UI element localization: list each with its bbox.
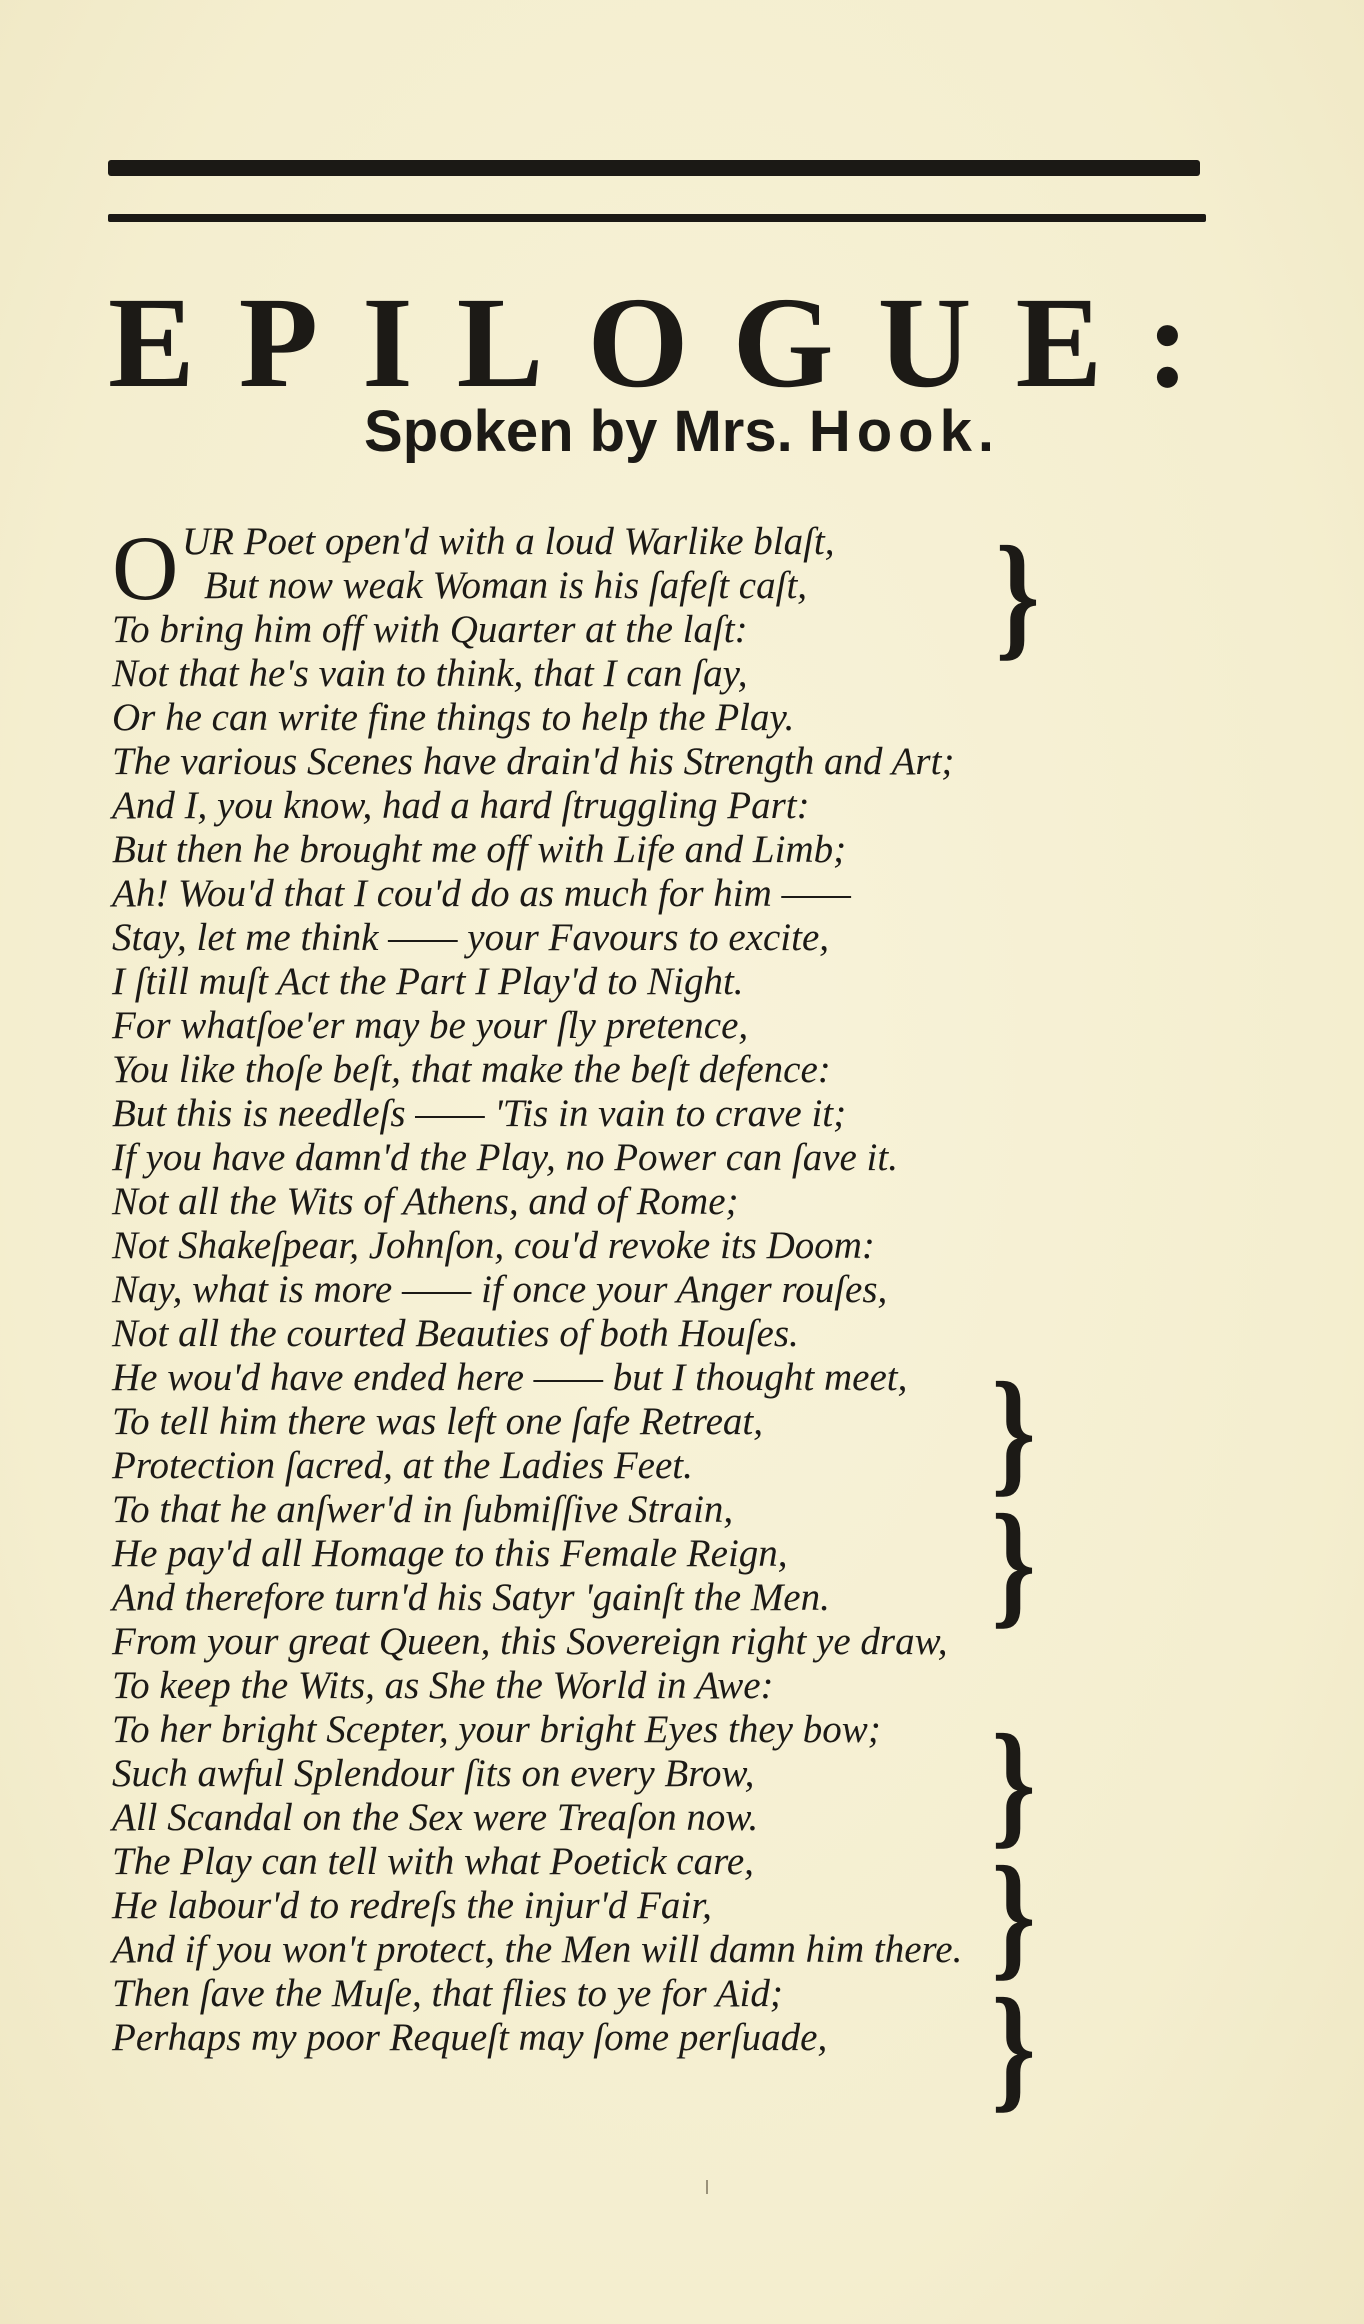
poem-line: But this is needleſs —— 'Tis in vain to crave it; [112, 1092, 847, 1135]
poem-line: And therefore turn'd his Satyr 'gainſt the Men. [112, 1576, 830, 1619]
poem-line: He pay'd all Homage to this Female Reign, [112, 1532, 788, 1575]
top-rule [108, 160, 1200, 176]
poem-line: He labour'd to redreſs the injur'd Fair, [112, 1884, 712, 1927]
subtitle [0, 392, 1364, 472]
poem-line [112, 564, 1262, 608]
poem-line: To keep the Wits, as She the World in Awe: [112, 1664, 774, 1707]
poem-line: Protection ſacred, at the Ladies Feet. [112, 1444, 693, 1487]
poem-line: Not Shakeſpear, Johnſon, cou'd revoke its Doom: [112, 1224, 875, 1267]
poem-line: Nay, what is more —— if once your Anger rouſes, [112, 1268, 888, 1311]
poem-line: If you have damn'd the Play, no Power can ſave it. [112, 1136, 898, 1179]
triplet-brace: } [991, 1354, 1036, 1509]
triplet-brace: } [991, 1838, 1036, 1993]
poem-line: But then he brought me off with Life and Limb; [112, 828, 847, 871]
poem-line: From your great Queen, this Sovereign right ye draw, [112, 1620, 948, 1663]
poem-line: Stay, let me think —— your Favours to excite, [112, 916, 830, 959]
poem-text [112, 517, 1262, 2060]
poem-line: To tell him there was left one ſafe Retreat, [112, 1400, 764, 1443]
poem-line: All Scandal on the Sex were Treaſon now. [112, 1796, 759, 1839]
triplet-brace: } [991, 1486, 1036, 1641]
poem-line: I ſtill muſt Act the Part I Play'd to Night. [112, 960, 744, 1003]
poem-line: You like thoſe beſt, that make the beſt defence: [112, 1048, 831, 1091]
subtitle-prefix: Spoken by Mrs. [364, 399, 793, 464]
poem-line-text: UR Poet open'd with a loud Warlike blaſt, [182, 520, 835, 563]
poem-line: Perhaps my poor Requeſt may ſome perſuade, [112, 2016, 828, 2059]
poem-line: He wou'd have ended here —— but I thought meet, [112, 1356, 908, 1399]
poem-line: Not that he's vain to think, that I can ſay, [112, 652, 748, 695]
poem-line: Not all the Wits of Athens, and of Rome; [112, 1180, 739, 1223]
drop-cap: O [112, 517, 179, 619]
poem-line: Such awful Splendour ſits on every Brow, [112, 1752, 755, 1795]
triplet-brace: } [991, 1970, 1036, 2125]
triplet-brace: } [995, 518, 1040, 673]
poem-line: And if you won't protect, the Men will damn him there. [112, 1928, 963, 1971]
poem-line: Not all the courted Beauties of both Houſes. [112, 1312, 799, 1355]
page-mark [706, 2180, 708, 2194]
triplet-brace: } [991, 1706, 1036, 1861]
subtitle-name: Hook. [808, 399, 1000, 464]
poem-line: For whatſoe'er may be your ſly pretence, [112, 1004, 749, 1047]
poem-line: Ah! Wou'd that I cou'd do as much for him —— [112, 872, 851, 915]
poem-line: To that he anſwer'd in ſubmiſſive Strain, [112, 1488, 734, 1531]
poem-line-text: But now weak Woman is his ſafeſt caſt, [204, 564, 808, 607]
poem-line: To her bright Scepter, your bright Eyes they bow; [112, 1708, 881, 1751]
poem-line: To bring him off with Quarter at the laſt: [112, 608, 748, 651]
poem-line: The various Scenes have drain'd his Strength and Art; [112, 740, 955, 783]
poem-line: And I, you know, had a hard ſtruggling Part: [112, 784, 810, 827]
bottom-rule [108, 214, 1206, 222]
poem-line: Then ſave the Muſe, that flies to ye for Aid; [112, 1972, 783, 2015]
page-title: EPILOGUE: [108, 271, 1234, 415]
poem-line: Or he can write fine things to help the Play. [112, 696, 795, 739]
poem-line: The Play can tell with what Poetick care, [112, 1840, 754, 1883]
